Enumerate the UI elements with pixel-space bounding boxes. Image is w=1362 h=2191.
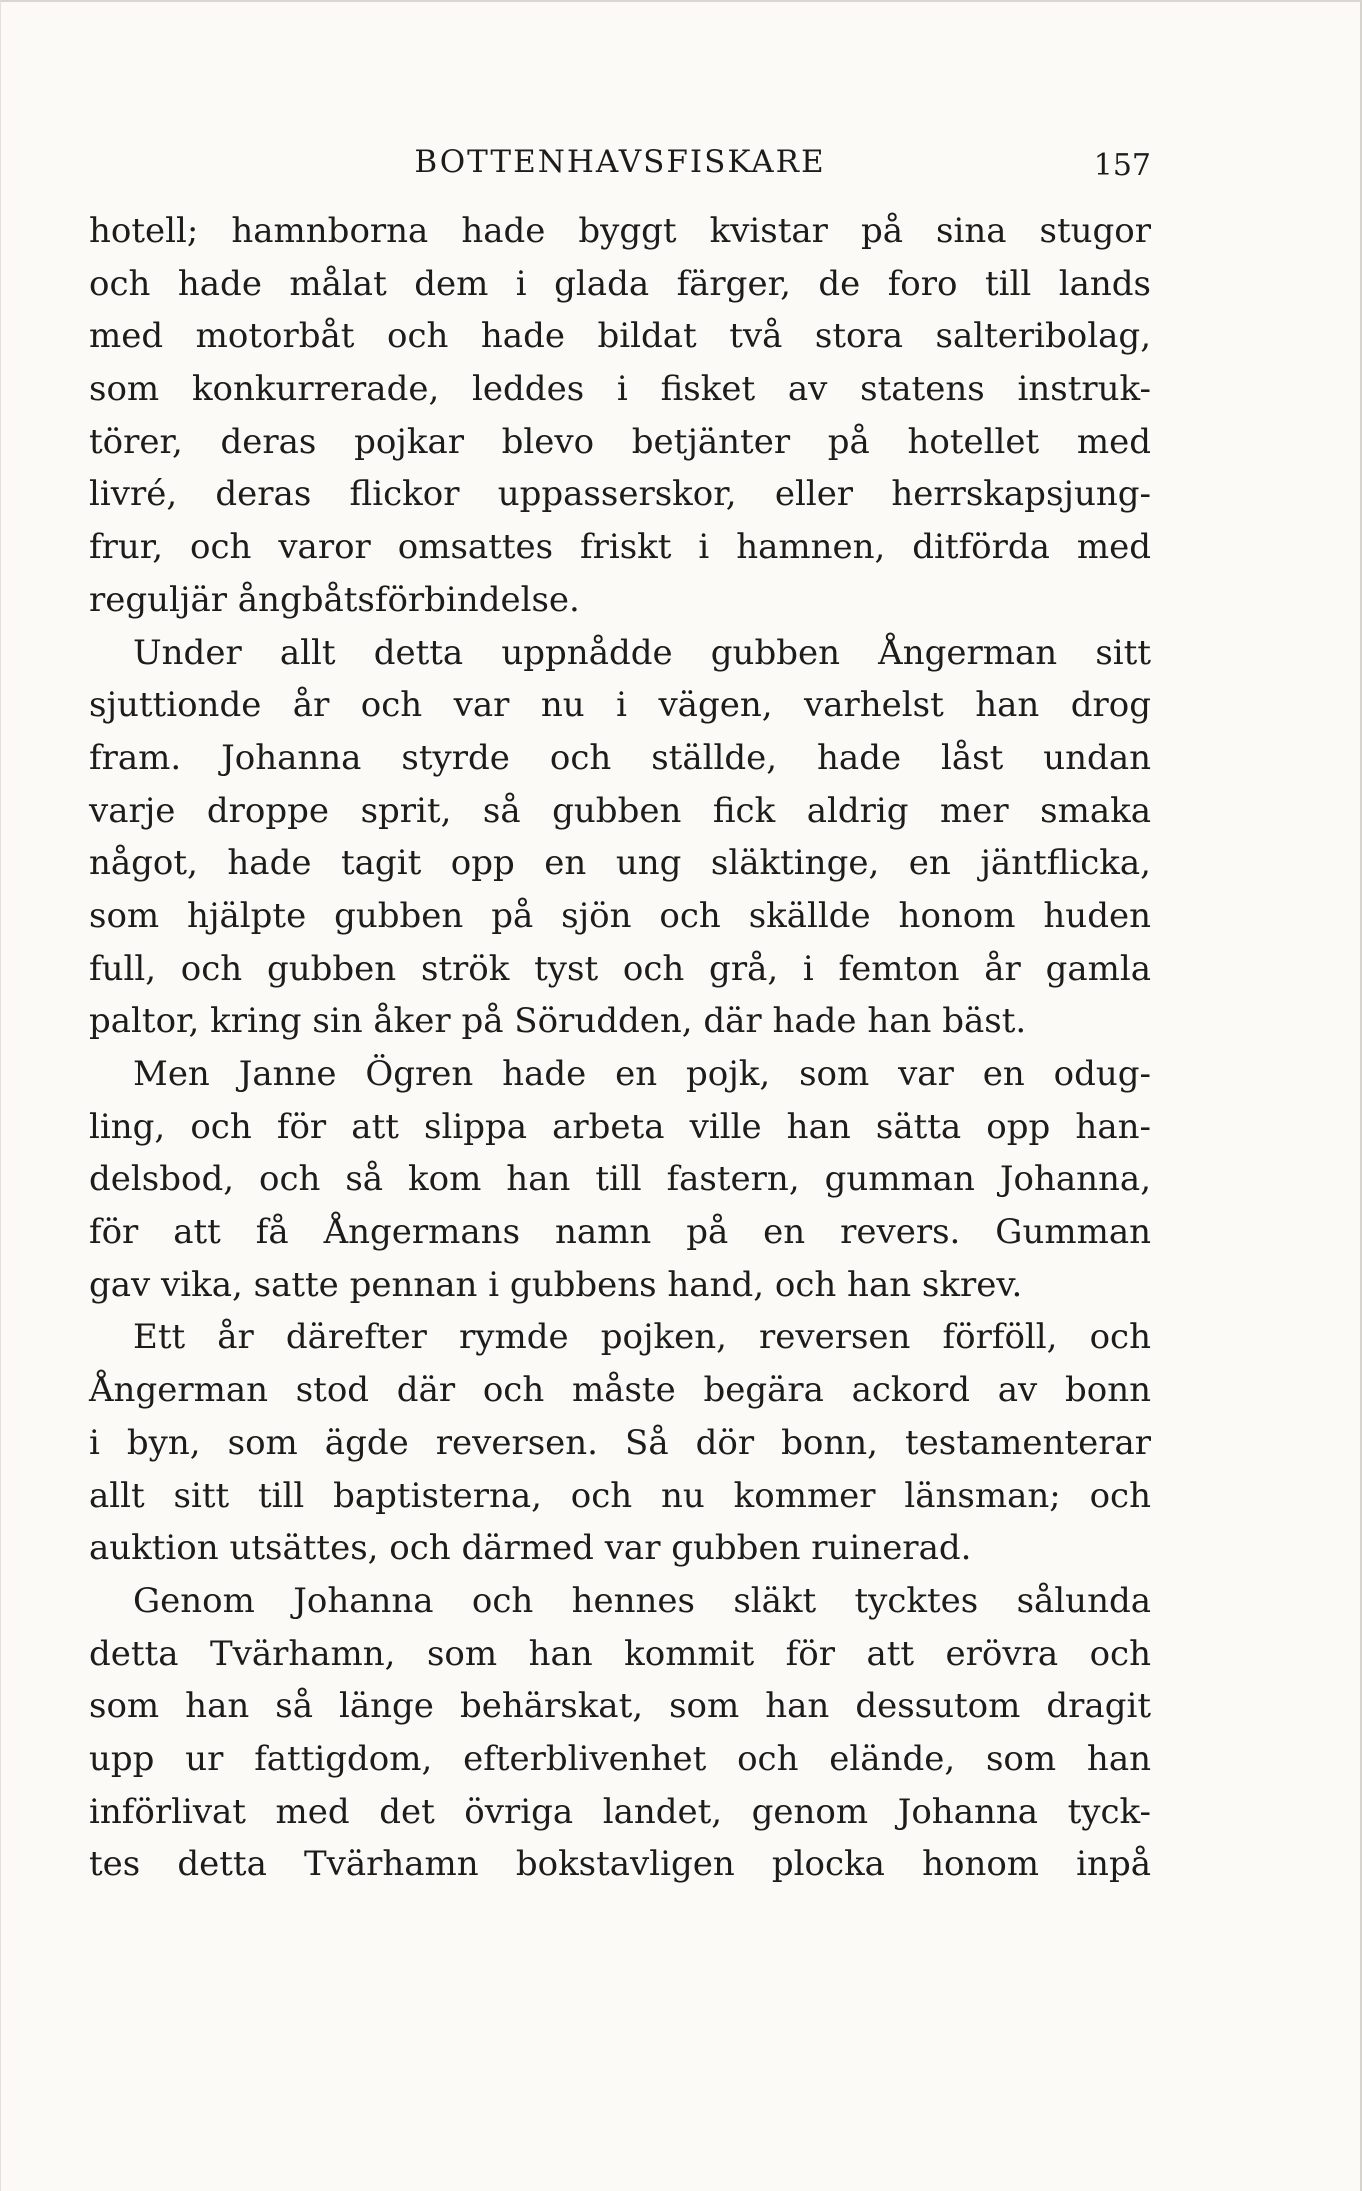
text-line: i byn, som ägde reversen. Så dör bonn, testamenterar [89, 1422, 1151, 1463]
text-line: varje droppe sprit, så gubben fick aldrig mer smaka [89, 790, 1151, 831]
text-line: med motorbåt och hade bildat två stora salteribolag, [89, 316, 1151, 357]
page-number: 157 [1093, 148, 1151, 183]
text-line: fram. Johanna styrde och ställde, hade låst undan [89, 737, 1151, 778]
text-line: paltor, kring sin åker på Sörudden, där hade han bäst. [89, 1001, 1027, 1042]
text-line: livré, deras flickor uppasserskor, eller herrskapsjung- [89, 474, 1151, 515]
text-line: införlivat med det övriga landet, genom Johanna tyck- [89, 1791, 1151, 1832]
text-line: och hade målat dem i glada färger, de foro till lands [89, 263, 1151, 304]
text-line: något, hade tagit opp en ung släktinge, en jäntflicka, [89, 843, 1151, 884]
text-line: frur, och varor omsattes friskt i hamnen, ditförda med [89, 527, 1151, 568]
text-line: som konkurrerade, leddes i fisket av statens instruk- [89, 369, 1151, 410]
text-line: full, och gubben strök tyst och grå, i femton år gamla [89, 948, 1151, 989]
text-line: upp ur fattigdom, efterblivenhet och elände, som han [89, 1738, 1151, 1779]
text-line: allt sitt till baptisterna, och nu kommer länsman; och [89, 1475, 1151, 1516]
text-line: ling, och för att slippa arbeta ville han sätta opp han- [89, 1106, 1151, 1147]
text-line: törer, deras pojkar blevo betjänter på hotellet med [89, 421, 1151, 462]
text-line: tes detta Tvärhamn bokstavligen plocka honom inpå [89, 1844, 1151, 1885]
text-line: delsbod, och så kom han till fastern, gumman Johanna, [89, 1159, 1151, 1200]
text-line: för att få Ångermans namn på en revers. Gumman [89, 1212, 1151, 1253]
running-head [89, 138, 1151, 188]
text-line: reguljär ångbåtsförbindelse. [89, 579, 580, 620]
text-line: hotell; hamnborna hade byggt kvistar på sina stugor [89, 211, 1151, 251]
text-line: som han så länge behärskat, som han dessutom dragit [89, 1686, 1151, 1727]
text-line: som hjälpte gubben på sjön och skällde honom huden [89, 895, 1151, 936]
text-line: Under allt detta uppnådde gubben Ångerman sitt [133, 632, 1151, 673]
body-text [89, 205, 1151, 1891]
running-title: BOTTENHAVSFISKARE [414, 144, 826, 180]
text-line: auktion utsättes, och därmed var gubben ruinerad. [89, 1528, 972, 1569]
text-line: sjuttionde år och var nu i vägen, varhelst han drog [89, 685, 1151, 726]
text-line: Men Janne Ögren hade en pojk, som var en odug- [133, 1054, 1151, 1094]
text-line: Genom Johanna och hennes släkt tycktes sålunda [133, 1580, 1151, 1621]
text-line: detta Tvärhamn, som han kommit för att erövra och [89, 1633, 1151, 1674]
text-line: Ett år därefter rymde pojken, reversen förföll, och [133, 1317, 1151, 1358]
text-line: gav vika, satte pennan i gubbens hand, och han skrev. [89, 1264, 1023, 1305]
text-line: Ångerman stod där och måste begära ackord av bonn [89, 1370, 1151, 1411]
